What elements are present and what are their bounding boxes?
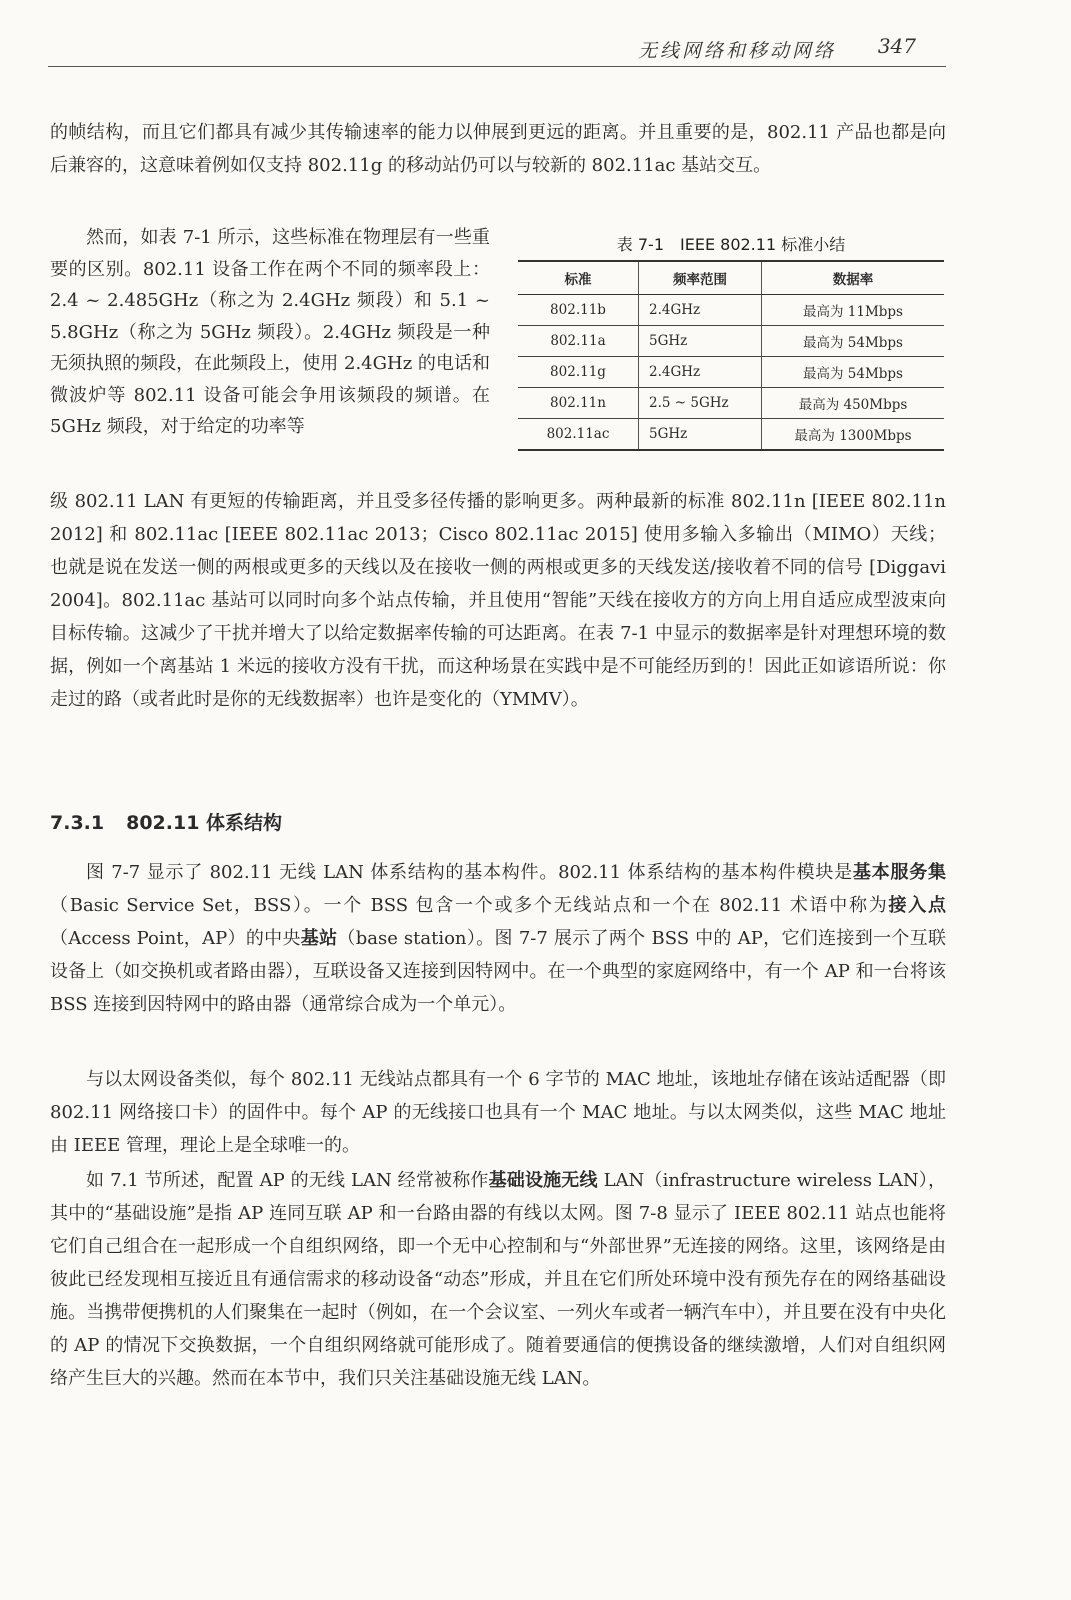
col-header-standard: 标准 [518, 261, 639, 295]
p3-text-a: 图 7-7 显示了 802.11 无线 LAN 体系结构的基本构件。802.11 体系结构的基本构件模块是 [86, 862, 853, 883]
page-number: 347 [877, 34, 916, 58]
col-header-datarate: 数据率 [762, 261, 945, 295]
table-row [518, 295, 944, 326]
page-header [48, 30, 946, 67]
cell-datarate: 最高为 54Mbps [762, 357, 945, 388]
term-access-point: 接入点 [888, 895, 946, 916]
paragraph-5 [50, 1164, 946, 1395]
paragraph-2-continued: 级 802.11 LAN 有更短的传输距离，并且受多径传播的影响更多。两种最新的标准 802.11n [IEEE 802.11n 2012] 和 802.11ac [IEEE 802.11ac 2013；Cisco 802.11ac 2015] 使用多输入多输出（MIMO）天线；也就是说在发送一侧的两根或更多的天线以及在接收一侧的两根或更多的天线发送/接收着不同的信号 [Diggavi 2004]。802.11ac 基站可以同时向多个站点传输，并且使用“智能”天线在接收方的方向上用自适应成型波束向目标传输。这减少了干扰并增大了以给定数据率传输的可达距离。在表 7-1 中显示的数据率是针对理想环境的数据，例如一个离基站 1 米远的接收方没有干扰，而这种场景在实践中是不可能经历到的！因此正如谚语所说：你走过的路（或者此时是你的无线数据率）也许是变化的（YMMV）。 [50, 491, 946, 710]
col-header-frequency: 频率范围 [639, 261, 762, 295]
section-number: 7.3.1 [50, 812, 105, 834]
term-infrastructure-wireless: 基础设施无线 [488, 1170, 598, 1191]
p3-text-c: （Access Point，AP）的中央 [50, 928, 301, 949]
cell-standard: 802.11g [518, 357, 639, 388]
section-heading [50, 808, 282, 835]
cell-frequency: 2.4GHz [639, 295, 762, 326]
standards-table [518, 260, 944, 451]
table-caption: 表 7-1 IEEE 802.11 标准小结 [616, 235, 846, 254]
paragraph-1: 的帧结构，而且它们都具有减少其传输速率的能力以伸展到更远的距离。并且重要的是，802.11 产品也都是向后兼容的，这意味着例如仅支持 802.11g 的移动站仍可以与较新的 802.11ac 基站交互。 [50, 122, 946, 176]
cell-standard: 802.11a [518, 326, 639, 357]
term-base-station: 基站 [300, 928, 338, 949]
term-bss: 基本服务集 [852, 862, 947, 883]
table-row [518, 388, 944, 419]
paragraph-4: 与以太网设备类似，每个 802.11 无线站点都具有一个 6 字节的 MAC 地址，该地址存储在该站适配器（即 802.11 网络接口卡）的固件中。每个 AP 的无线接口也具有一个 MAC 地址。与以太网类似，这些 MAC 地址由 IEEE 管理，理论上是全球唯一的。 [50, 1069, 946, 1156]
p3-text-b: （Basic Service Set，BSS）。一个 BSS 包含一个或多个无线站点和一个在 802.11 术语中称为 [50, 895, 889, 916]
p5-text-b: LAN（infrastructure wireless LAN），其中的“基础设施”是指 AP 连同互联 AP 和一台路由器的有线以太网。图 7-8 显示了 IEEE 802.11 站点也能将它们自己组合在一起形成一个自组织网络，即一个无中心控制和与“外部世界”无连接的网络。这里，该网络是由彼此已经发现相互接近且有通信需求的移动设备“动态”形成，并且在它们所处环境中没有预先存在的网络基础设施。当携带便携机的人们聚集在一起时（例如，在一个会议室、一列火车或者一辆汽车中），并且要在没有中央化的 AP 的情况下交换数据，一个自组织网络就可能形成了。随着要通信的便携设备的继续激增，人们对自组织网络产生巨大的兴趣。然而在本节中，我们只关注基础设施无线 LAN。 [50, 1170, 946, 1389]
paragraph-2-wrapped: 然而，如表 7-1 所示，这些标准在物理层有一些重要的区别。802.11 设备工作在两个不同的频率段上：2.4 ~ 2.485GHz（称之为 2.4GHz 频段）和 5.1 ~ 5.8GHz（称之为 5GHz 频段）。2.4GHz 频段是一种无须执照的频段，在此频段上，使用 2.4GHz 的电话和微波炉等 802.11 设备可能会争用该频段的频谱。在 5GHz 频段，对于给定的功率等 [50, 227, 490, 437]
table-row [518, 357, 944, 388]
cell-frequency: 5GHz [639, 419, 762, 451]
table-row [518, 326, 944, 357]
cell-standard: 802.11n [518, 388, 639, 419]
cell-standard: 802.11b [518, 295, 639, 326]
cell-datarate: 最高为 450Mbps [762, 388, 945, 419]
cell-frequency: 2.5 ~ 5GHz [639, 388, 762, 419]
cell-datarate: 最高为 1300Mbps [762, 419, 945, 451]
cell-standard: 802.11ac [518, 419, 639, 451]
paragraph-3 [50, 856, 946, 1021]
running-title: 无线网络和移动网络 [637, 40, 836, 62]
p5-text-a: 如 7.1 节所述，配置 AP 的无线 LAN 经常被称作 [86, 1170, 489, 1191]
section-title-text: 802.11 体系结构 [126, 812, 283, 834]
cell-datarate: 最高为 54Mbps [762, 326, 945, 357]
cell-frequency: 5GHz [639, 326, 762, 357]
table-row [518, 419, 944, 451]
p3-text-d: （base station）。图 7-7 展示了两个 BSS 中的 AP，它们连接到一个互联设备上（如交换机或者路由器），互联设备又连接到因特网中。在一个典型的家庭网络中，有一个 AP 和一台将该 BSS 连接到因特网中的路由器（通常综合成为一个单元）。 [50, 928, 947, 1015]
cell-frequency: 2.4GHz [639, 357, 762, 388]
table-header-row [518, 261, 944, 295]
cell-datarate: 最高为 11Mbps [762, 295, 945, 326]
